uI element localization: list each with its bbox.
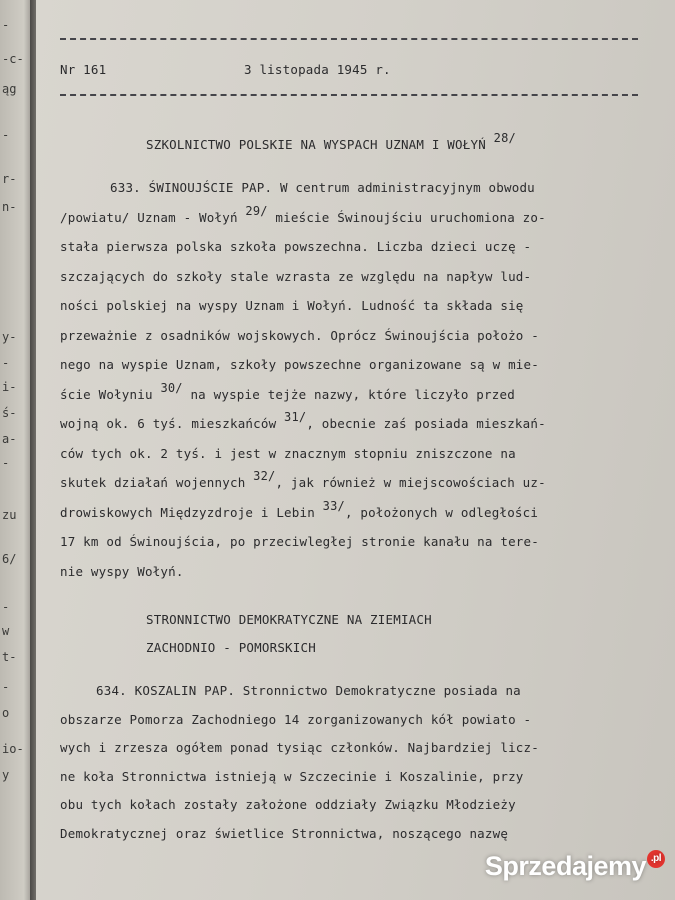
text-segment: , położonych w odległości: [344, 504, 539, 520]
text-line: [60, 298, 524, 313]
text-line: [60, 826, 508, 841]
adjacent-page-text: t-: [2, 650, 17, 664]
document-number: Nr 161: [60, 62, 107, 77]
adjacent-page-text: r-: [2, 172, 17, 186]
adjacent-page-text: -: [2, 356, 10, 370]
footnote-marker: 33/: [322, 498, 345, 513]
article-title-text: SZKOLNICTWO POLSKIE NA WYSPACH UZNAM I WOŁYŃ: [146, 137, 486, 152]
footnote-marker: 30/: [160, 380, 183, 395]
text-line: [60, 239, 531, 254]
adjacent-page-text: y: [2, 768, 10, 782]
text-line: [60, 446, 516, 461]
watermark-text: Sprzedajemy: [484, 851, 646, 881]
text-segment: skutek działań wojennych: [60, 475, 254, 490]
adjacent-page-text: ś-: [2, 406, 17, 420]
text-line: [60, 328, 539, 343]
text-segment: mieście Świnoujściu uruchomiona zo-: [267, 209, 546, 225]
text-segment: , obecnie zaś posiada mieszkań-: [306, 416, 546, 431]
adjacent-page-text: n-: [2, 200, 17, 214]
adjacent-page-text: a-: [2, 432, 17, 446]
adjacent-page-text: 6/: [2, 552, 17, 566]
text-line: [60, 564, 184, 579]
header-rule-bottom: [60, 94, 638, 96]
text-line: [60, 712, 531, 727]
text-segment: nego na wyspie Uznam, szkoły powszechne organizowane są w mie-: [60, 357, 539, 372]
text-line: [110, 180, 535, 195]
text-segment: na wyspie tejże nazwy, które liczyło przed: [182, 386, 515, 402]
text-segment: drowiskowych Międzyzdroje i Lebin: [60, 504, 323, 520]
text-segment: wojną ok. 6 tyś. mieszkańców: [60, 416, 285, 431]
document-date: 3 listopada 1945 r.: [244, 62, 391, 77]
text-line: [60, 469, 546, 490]
text-segment: szczających do szkoły stale wzrasta ze względu na napływ lud-: [60, 268, 532, 284]
adjacent-page-text: -: [2, 128, 10, 142]
text-line: [60, 357, 539, 372]
text-line: [60, 269, 531, 284]
article-title: STRONNICTWO DEMOKRATYCZNE NA ZIEMIACH: [146, 612, 432, 627]
adjacent-page-edge: [0, 0, 34, 900]
text-line: [60, 769, 524, 784]
text-line: [60, 797, 516, 812]
text-segment: wych i zrzesza ogółem ponad tysiąc członków. Najbardziej licz-: [60, 740, 539, 756]
document-page: [36, 0, 675, 900]
text-segment: /powiatu/ Uznam - Wołyń: [60, 209, 246, 225]
text-segment: stała pierwsza polska szkoła powszechna. Liczba dzieci uczę -: [60, 239, 532, 254]
text-line: [60, 203, 546, 225]
text-segment: obszarze Pomorza Zachodniego 14 zorganizowanych kół powiato -: [60, 711, 532, 727]
adjacent-page-text: w: [2, 624, 10, 638]
adjacent-page-text: -: [2, 600, 10, 614]
text-segment: , jak również w miejscowościach uz-: [275, 475, 546, 490]
text-segment: ście Wołyniu: [60, 386, 161, 402]
footnote-marker: 31/: [284, 410, 307, 424]
adjacent-page-text: i-: [2, 380, 17, 394]
text-segment: przeważnie z osadników wojskowych. Oprócz Świnoujścia położo -: [60, 327, 539, 343]
footnote-marker: 29/: [245, 203, 268, 218]
text-line: [60, 380, 515, 402]
text-segment: ności polskiej na wyspy Uznam i Wołyń. Ludność ta składa się: [60, 298, 524, 313]
header-rule-top: [60, 38, 638, 40]
adjacent-page-text: o: [2, 706, 10, 720]
text-line: [60, 534, 539, 549]
text-segment: 634. KOSZALIN PAP. Stronnictwo Demokratyczne posiada na: [96, 683, 521, 698]
text-segment: ne koła Stronnictwa istnieją w Szczecinie i Koszalinie, przy: [60, 768, 524, 784]
adjacent-page-text: y-: [2, 330, 17, 344]
article-title: [146, 131, 516, 152]
adjacent-page-text: ąg: [2, 82, 17, 96]
text-line: [96, 683, 521, 698]
adjacent-page-text: -: [2, 18, 10, 32]
adjacent-page-text: zu: [2, 508, 17, 522]
text-line: [60, 498, 539, 520]
text-segment: Demokratycznej oraz świetlice Stronnictwa, noszącego nazwę: [60, 826, 509, 841]
footnote-marker: 32/: [253, 469, 276, 483]
article-title-continued: ZACHODNIO - POMORSKICH: [146, 640, 316, 655]
text-segment: obu tych kołach zostały założone oddziały Związku Młodzieży: [60, 797, 516, 813]
adjacent-page-text: -: [2, 680, 10, 694]
text-line: [60, 410, 546, 431]
footnote-marker: 28/: [493, 131, 516, 145]
text-segment: 633. ŚWINOUJŚCIE PAP. W centrum administracyjnym obwodu: [110, 180, 535, 195]
adjacent-page-text: io-: [2, 742, 24, 756]
watermark-badge: .pl: [647, 850, 665, 868]
text-segment: ców tych ok. 2 tyś. i jest w znacznym stopniu zniszczone na: [60, 445, 516, 461]
text-line: [60, 740, 539, 755]
text-segment: nie wyspy Wołyń.: [60, 563, 184, 579]
watermark-logo: [485, 851, 665, 882]
adjacent-page-text: -c-: [2, 52, 24, 66]
text-segment: 17 km od Świnoujścia, po przeciwległej stronie kanału na tere-: [60, 534, 539, 549]
adjacent-page-text: -: [2, 456, 10, 470]
